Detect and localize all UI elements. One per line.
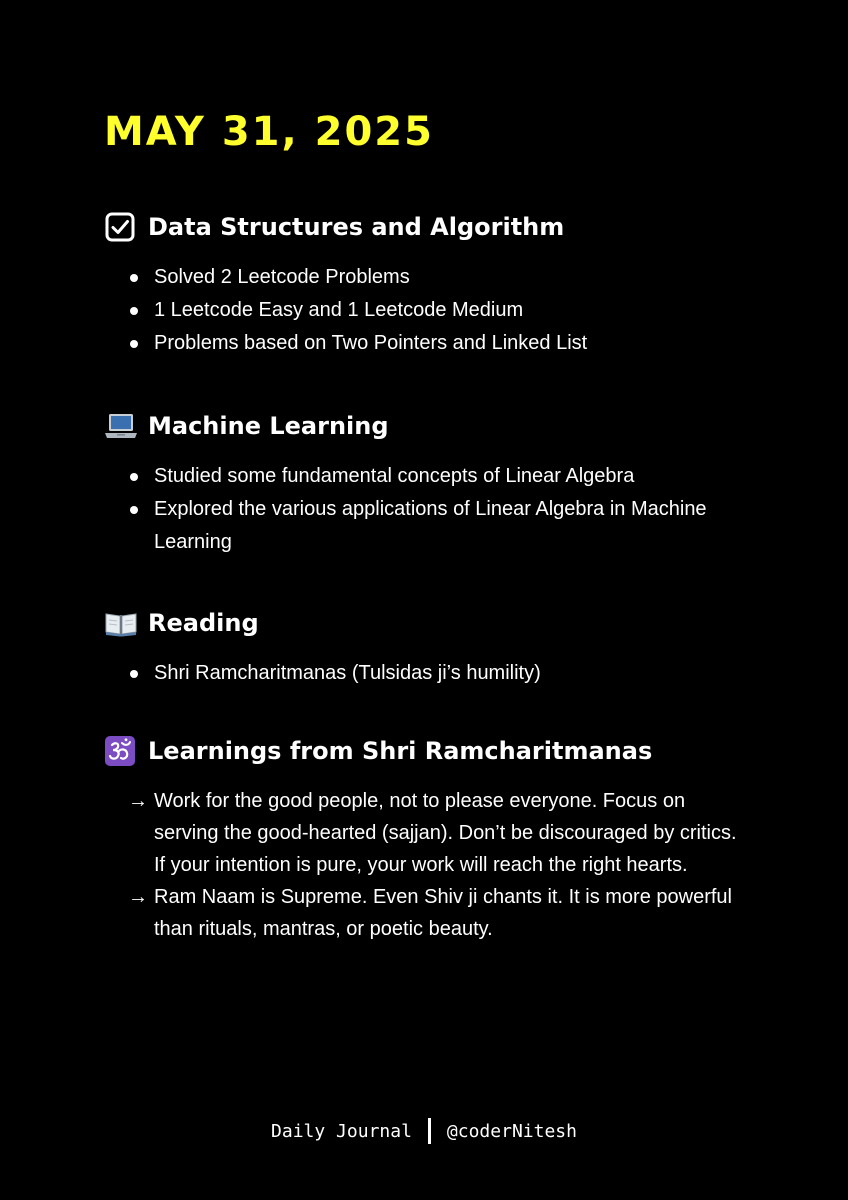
list-item-text: Work for the good people, not to please everyone. Focus on serving the good-hearted (sajjan). Don’t be discouraged by critics. If your intention is pure, your work will reach the right hearts. xyxy=(154,790,737,876)
list-item: Solved 2 Leetcode Problems xyxy=(104,261,744,294)
checkbox-checked-icon xyxy=(104,211,140,243)
bullet-list xyxy=(104,261,744,360)
section-reading xyxy=(104,605,744,690)
footer-handle: @coderNitesh xyxy=(446,1120,577,1142)
section-heading xyxy=(104,408,744,444)
section-ml xyxy=(104,408,744,559)
list-item xyxy=(104,881,744,945)
section-title: Data Structures and Algorithm xyxy=(148,213,565,241)
footer-label: Daily Journal xyxy=(271,1120,412,1142)
section-learnings xyxy=(104,733,744,945)
section-title: Learnings from Shri Ramcharitmanas xyxy=(148,737,653,765)
list-item: 1 Leetcode Easy and 1 Leetcode Medium xyxy=(104,294,744,327)
section-title: Machine Learning xyxy=(148,412,389,440)
section-heading xyxy=(104,605,744,641)
list-item xyxy=(104,785,744,881)
section-title: Reading xyxy=(148,609,259,637)
list-item: Shri Ramcharitmanas (Tulsidas ji’s humility) xyxy=(104,657,744,690)
section-heading xyxy=(104,209,744,245)
page-title: MAY 31, 2025 xyxy=(104,109,434,155)
arrow-right-icon: → xyxy=(128,886,148,908)
bullet-list xyxy=(104,460,744,559)
list-item-text: Ram Naam is Supreme. Even Shiv ji chants it. It is more powerful than rituals, mantras, or poetic beauty. xyxy=(154,886,732,940)
laptop-icon xyxy=(104,410,140,442)
arrow-right-icon: → xyxy=(128,790,148,812)
section-heading xyxy=(104,733,744,769)
om-icon xyxy=(104,735,140,767)
footer-divider xyxy=(428,1118,431,1144)
list-item: Problems based on Two Pointers and Linked List xyxy=(104,327,744,360)
footer xyxy=(0,1118,848,1144)
list-item: Studied some fundamental concepts of Linear Algebra xyxy=(104,460,744,493)
list-item: Explored the various applications of Linear Algebra in Machine Learning xyxy=(104,493,744,559)
bullet-list xyxy=(104,657,744,690)
arrow-list xyxy=(104,785,744,945)
open-book-icon xyxy=(104,607,140,639)
section-dsa xyxy=(104,209,744,360)
